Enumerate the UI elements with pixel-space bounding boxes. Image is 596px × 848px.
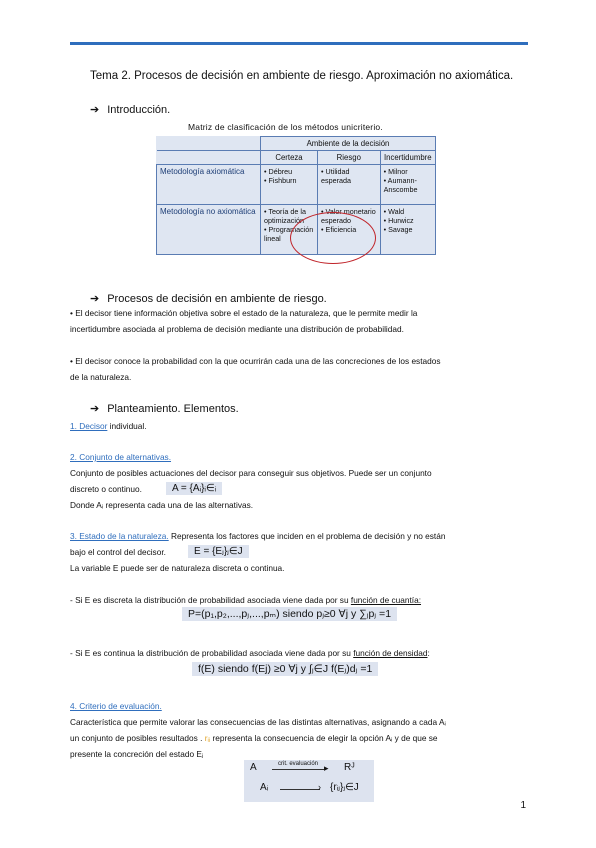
matrix-row-label: Metodología axiomática [157,165,261,205]
matrix-col: Incertidumbre [380,151,435,165]
arrow-line [280,789,320,790]
arrow-icon: ➔ [90,293,100,305]
paragraph: Conjunto de posibles actuaciones del decisor para conseguir sus objetivos. Puede ser un conjunto [70,468,432,478]
paragraph: • El decisor tiene información objetiva sobre el estado de la naturaleza, que le permite medir la [70,308,418,318]
matrix-cell: • Wald • Hurwicz • Savage [380,205,435,255]
matrix-cell: • Valor monetario esperado • Eficiencia [318,205,381,255]
matrix-cell: • Teoría de la optimización • Programación lineal [261,205,318,255]
item-estado: 3. Estado de la naturaleza. Representa los factores que inciden en el problema de decisión y no están [70,531,446,541]
paragraph: un conjunto de posibles resultados . rᵢⱼ representa la consecuencia de elegir la opción Aᵢ y de que se [70,733,438,743]
paragraph: bajo el control del decisor. [70,547,166,557]
discrete-case: - Si E es discreta la distribución de probabilidad asociada viene dada por su función de cuantía: [70,595,422,605]
matrix-col: Riesgo [318,151,381,165]
paragraph: presente la concreción del estado Eⱼ [70,749,204,759]
item-decisor: 1. Decisor individual. [70,421,147,431]
paragraph: La variable E puede ser de naturaleza discreta o continua. [70,563,285,573]
arrow-line [272,769,324,770]
item-alternativas-heading: 2. Conjunto de alternativas. [70,452,172,462]
paragraph: discreto o continuo. [70,484,142,494]
matrix-row-label: Metodología no axiomática [157,205,261,255]
continuous-case: - Si E es continua la distribución de probabilidad asociada viene dada por su función de densidad: [70,648,430,658]
section-planteamiento: ➔ Planteamiento. Elementos. [90,403,239,415]
paragraph: • El decisor conoce la probabilidad con la que ocurrirán cada una de las concreciones de los estados [70,356,441,366]
section-intro: ➔ Introducción. [90,104,171,116]
paragraph: de la naturaleza. [70,372,132,382]
paragraph: Donde Aᵢ representa cada una de las alternativas. [70,500,254,510]
formula-states: E = {Eⱼ}ⱼ∈J [188,545,249,558]
item-criterio-heading: 4. Criterio de evaluación. [70,701,162,711]
header-rule [70,42,528,45]
highlight-oval [290,212,376,264]
page-number: 1 [520,800,526,811]
matrix-header-top: Ambiente de la decisión [261,137,436,151]
matrix-col: Certeza [261,151,318,165]
matrix-caption: Matriz de clasificación de los métodos unicriterio. [188,122,383,132]
arrow-head-icon: ▸ [324,763,329,773]
formula-continuous: f(E) siendo f(Ej) ≥0 ∀j y ∫ⱼ∈J f(Eⱼ)dⱼ =1 [192,662,378,676]
arrow-icon: ➔ [90,104,100,116]
arrow-icon: ➔ [90,403,100,415]
matrix-cell: • Débreu • Fishburn [261,165,318,205]
section-procesos: ➔ Procesos de decisión en ambiente de riesgo. [90,293,327,305]
evaluation-diagram: A crit. evaluación ▸ Rᴶ Aᵢ › {rᵢⱼ}ⱼ∈J [244,760,374,802]
formula-alternatives: A = {Aᵢ}ᵢ∈ᵢ [166,482,222,495]
arrow-head-icon: › [318,782,321,792]
matrix-cell: • Milnor • Aumann- Anscombe [380,165,435,205]
matrix-cell: • Utilidad esperada [318,165,381,205]
paragraph: Característica que permite valorar las consecuencias de las distintas alternativas, asignando a cada Aᵢ [70,717,446,727]
paragraph: incertidumbre asociada al problema de decisión mediante una distribución de probabilidad. [70,324,404,334]
formula-discrete: P=(p₁,p₂,...,pⱼ,...,pₘ) siendo pⱼ≥0 ∀j y ∑ⱼpⱼ =1 [182,607,397,621]
page-title: Tema 2. Procesos de decisión en ambiente de riesgo. Aproximación no axiomática. [90,70,514,82]
